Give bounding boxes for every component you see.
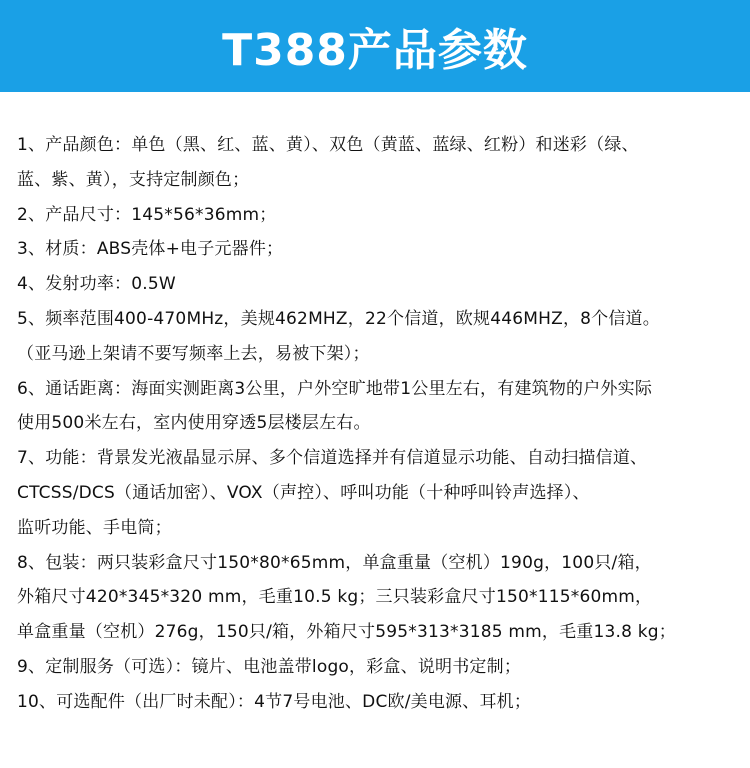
- spec-list: [17, 128, 742, 720]
- spec-line-frequency-2: （亚马逊上架请不要写频率上去，易被下架）；: [17, 343, 370, 364]
- spec-line-range-1: 6、通话距离：海面实测距离3公里，户外空旷地带1公里左右，有建筑物的户外实际: [17, 378, 653, 399]
- spec-line-customization: 9、定制服务（可选）：镜片、电池盖带logo，彩盒、说明书定制；: [17, 656, 522, 677]
- page-title: T388产品参数: [222, 25, 528, 76]
- spec-line-accessories: 10、可选配件（出厂时未配）：4节7号电池、DC欧/美电源、耳机；: [17, 691, 532, 712]
- spec-line-features-3: 监听功能、手电筒；: [17, 517, 172, 538]
- spec-line-range-2: 使用500米左右，室内使用穿透5层楼层左右。: [17, 413, 371, 434]
- spec-line-features-1: 7、功能：背景发光液晶显示屏、多个信道选择并有信道显示功能、自动扫描信道、: [17, 448, 648, 469]
- spec-line-packaging-3: 单盒重量（空机）276g，150只/箱，外箱尺寸595*313*3185 mm，毛重13.8 kg；: [17, 622, 676, 643]
- spec-line-packaging-1: 8、包装：两只装彩盒尺寸150*80*65mm，单盒重量（空机）190g，100只/箱，: [17, 552, 652, 573]
- spec-line-colors-2: 蓝、紫、黄），支持定制颜色；: [17, 169, 250, 190]
- title-banner: [0, 0, 750, 92]
- spec-line-features-2: CTCSS/DCS（通话加密）、VOX（声控）、呼叫功能（十种呼叫铃声选择）、: [17, 482, 590, 503]
- spec-line-frequency-1: 5、频率范围400-470MHz，美规462MHZ，22个信道，欧规446MHZ，8个信道。: [17, 308, 660, 329]
- spec-line-packaging-2: 外箱尺寸420*345*320 mm，毛重10.5 kg；三只装彩盒尺寸150*115*60mm，: [17, 587, 653, 608]
- spec-line-size: 2、产品尺寸：145*56*36mm；: [17, 204, 277, 225]
- spec-line-power: 4、发射功率：0.5W: [17, 274, 176, 295]
- spec-line-material: 3、材质：ABS壳体+电子元器件；: [17, 239, 284, 260]
- spec-line-colors-1: 1、产品颜色：单色（黑、红、蓝、黄）、双色（黄蓝、蓝绿、红粉）和迷彩（绿、: [17, 135, 639, 155]
